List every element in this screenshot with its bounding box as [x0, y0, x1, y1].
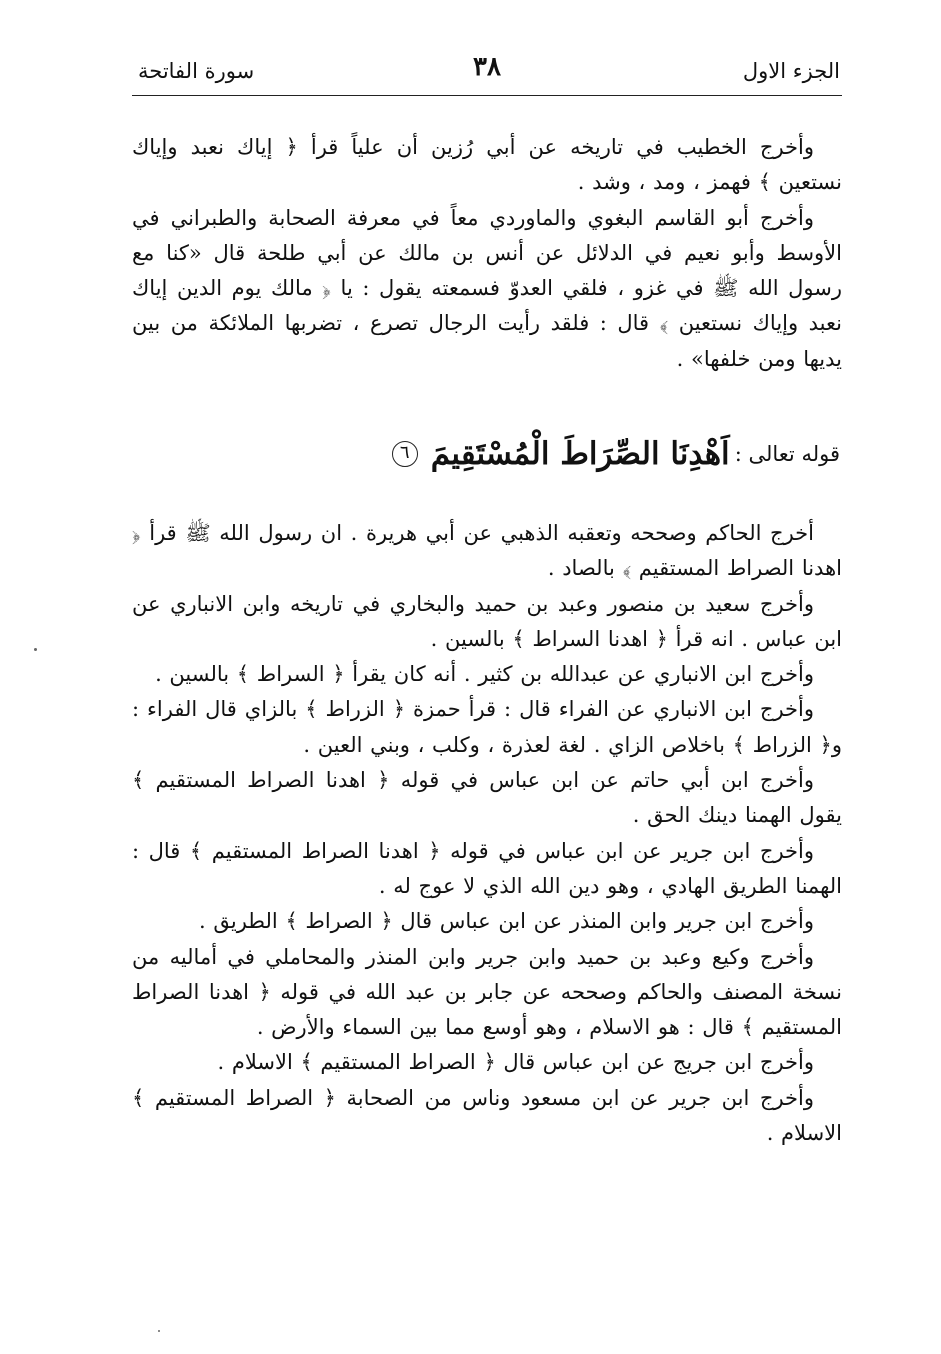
paragraph: وأخرج ابن جرير عن ابن مسعود وناس من الصحابة ﴿ الصراط المستقيم ﴾ الاسلام .: [132, 1085, 842, 1146]
part-label: الجزء الاول: [742, 59, 840, 83]
section-1: [132, 130, 842, 377]
header-rule: [132, 95, 842, 96]
surah-label: سورة الفاتحة: [138, 59, 255, 83]
paragraph: وأخرج ابن جريج عن ابن عباس قال ﴿ الصراط المستقيم ﴾ الاسلام .: [217, 1050, 814, 1075]
verse-text: اَهْدِنَا الصِّرَاطَ الْمُسْتَقِيمَ: [430, 436, 730, 472]
paragraph: أخرج الحاكم وصححه وتعقبه الذهبي عن أبي هريرة . ان رسول الله ﷺ قرأ ﴿ اهدنا الصراط المستقيم ﴾ بالصاد .: [132, 521, 842, 581]
verse-intro: قوله تعالى :: [734, 442, 840, 466]
paragraph: وأخرج ابن الانباري عن الفراء قال : قرأ حمزة ﴿ الزراط ﴾ بالزاي قال الفراء : و﴿ الزراط ﴾ باخلاص الزاي . لغة لعذرة ، وكلب ، وبني العين .: [132, 697, 842, 757]
verse-heading: [132, 432, 842, 482]
paragraph: وأخرج ابن الانباري عن عبدالله بن كثير . أنه كان يقرأ ﴿ السراط ﴾ بالسين .: [155, 662, 814, 687]
paragraph: وأخرج ابن جرير عن ابن عباس في قوله ﴿ اهدنا الصراط المستقيم ﴾ قال : الهمنا الطريق الهادي ، وهو دين الله الذي لا عوج له .: [132, 838, 842, 898]
paragraph: وأخرج الخطيب في تاريخه عن أبي رُزين أن علياً قرأ ﴿ إياك نعبد وإياك نستعين ﴾ فهمز ، ومد ، وشد .: [132, 135, 842, 195]
page-header: [132, 52, 842, 92]
paragraph: وأخرج سعيد بن منصور وعبد بن حميد والبخاري في تاريخه وابن الانباري عن ابن عباس . انه قرأ ﴿ اهدنا السراط ﴾ بالسين .: [132, 591, 842, 651]
page-number: ٣٨: [473, 52, 501, 82]
section-2: [132, 516, 842, 1151]
scan-speck: [34, 648, 37, 651]
scan-speck: [158, 1330, 160, 1332]
ayah-number-marker: ٦: [392, 441, 418, 467]
paragraph: وأخرج ابن جرير وابن المنذر عن ابن عباس قال ﴿ الصراط ﴾ الطريق .: [199, 909, 814, 934]
paragraph: وأخرج أبو القاسم البغوي والماوردي معاً في معرفة الصحابة والطبراني في الأوسط وأبو نعيم في الدلائل عن أنس بن مالك عن أبي طلحة قال «كنا مع رسول الله ﷺ في غزو ، فلقي العدوّ فسمعته يقول : يا ﴿ مالك يوم الدين إياك نعبد وإياك نستعين ﴾ قال : فلقد رأيت الرجال تصرع ، تضربها الملائكة من بين يديها ومن خلفها» .: [132, 205, 842, 371]
paragraph: وأخرج ابن أبي حاتم عن ابن عباس في قوله ﴿ اهدنا الصراط المستقيم ﴾ يقول الهمنا دينك الحق .: [132, 768, 842, 828]
paragraph: وأخرج وكيع وعبد بن حميد وابن جرير وابن المنذر والمحاملي في أماليه من نسخة المصنف والحاكم وصححه عن جابر بن عبد الله في قوله ﴿ اهدنا الصراط المستقيم ﴾ قال : هو الاسلام ، وهو أوسع مما بين السماء والأرض .: [132, 944, 842, 1040]
